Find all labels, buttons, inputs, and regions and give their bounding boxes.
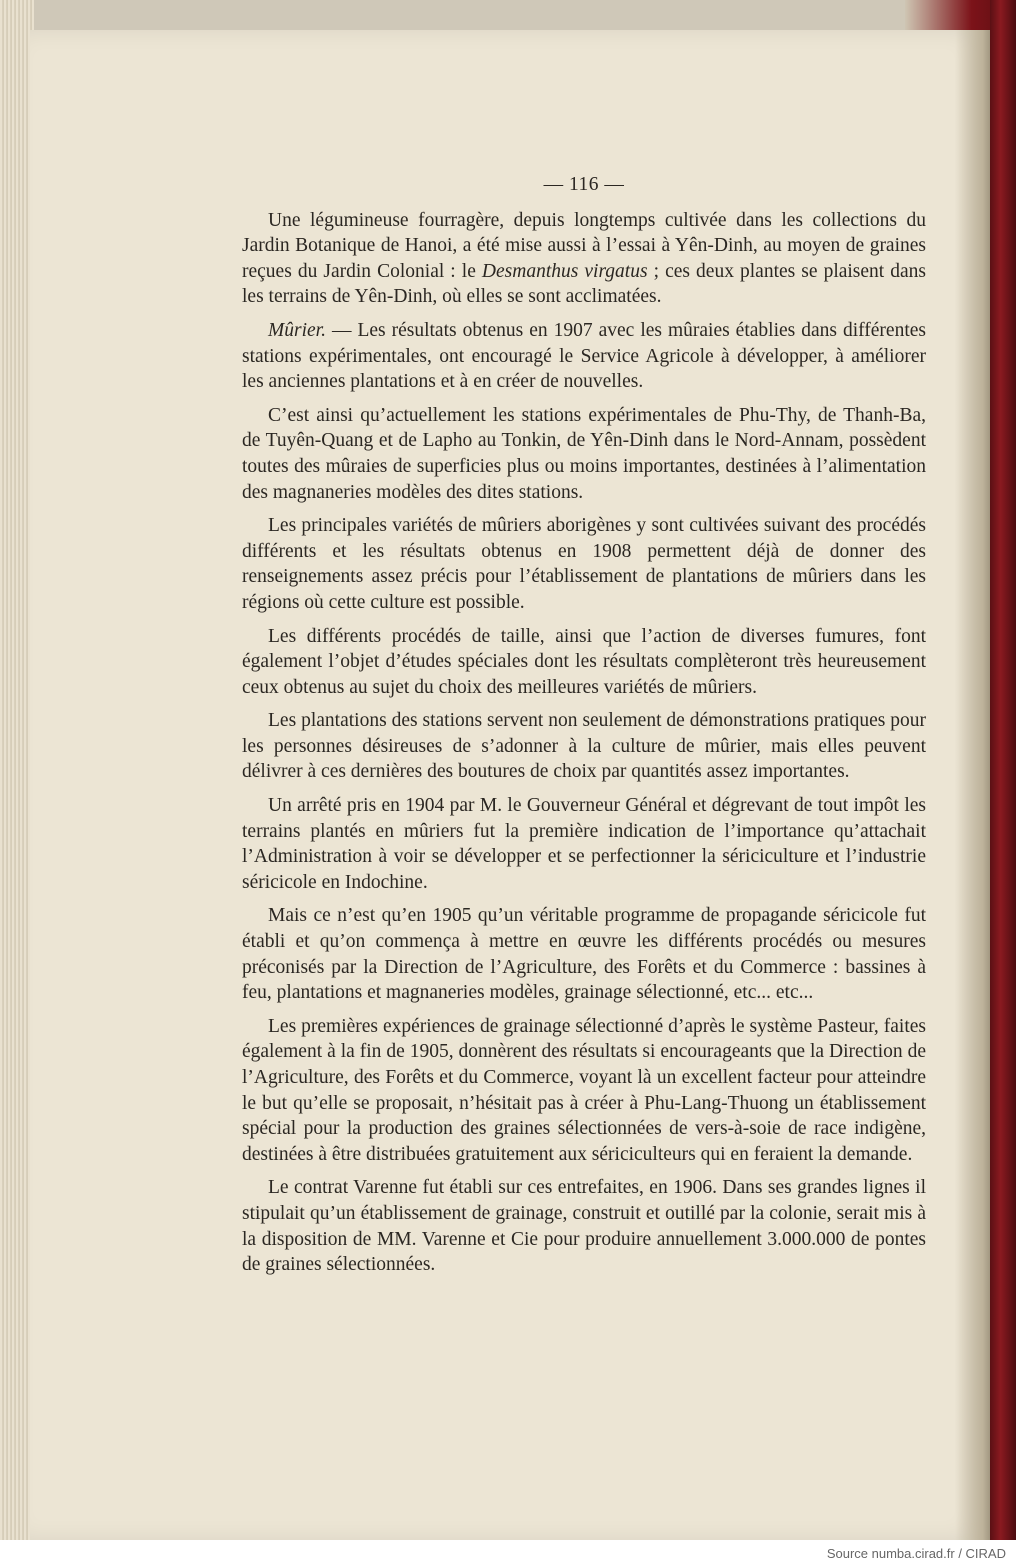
page-edges xyxy=(0,0,34,1540)
paragraph-text: Les principales variétés de mûriers aborigènes y sont cultivées suivant des procédés différents et les résultats obtenus en 1908 permettent déjà de donner des renseignements assez précis pour l’établissement de plantations de mûriers dans les régions où cette culture est possible. xyxy=(242,515,926,613)
paragraph xyxy=(242,1175,926,1277)
paragraph-text: Les premières expériences de grainage sélectionné d’après le système Pasteur, faites également à la fin de 1905, donnèrent des résultats si encourageants que la Direction de l’Agriculture, des Forêts et du Commerce, voyant là un excellent facteur pour atteindre le but qu’elle se proposait, n’hésitait pas à créer à Phu-Lang-Thuong un établissement spécial pour la production des graines sélectionnées de vers-à-soie de race indigène, destinées à être distribuées gratuitement aux sériciculteurs qui en feraient la demande. xyxy=(242,1015,926,1165)
book-spine xyxy=(990,0,1016,1540)
page-gutter-shadow xyxy=(955,0,995,1540)
paragraph xyxy=(242,793,926,895)
paragraph xyxy=(242,318,926,395)
paragraph xyxy=(242,403,926,505)
paragraph-text: C’est ainsi qu’actuellement les stations expérimentales de Phu-Thy, de Thanh-Ba, de Tuyên-Quang et de Lapho au Tonkin, de Yên-Dinh dans le Nord-Annam, possèdent toutes des mûraies de superficies plus ou moins importantes, destinées à l’alimentation des magnaneries modèles des dites stations. xyxy=(242,404,926,503)
paragraph-text: Les différents procédés de taille, ainsi que l’action de diverses fumures, font également l’objet d’études spéciales dont les résultats complèteront très heureusement ceux obtenus au sujet du choix des meilleures variétés de mûriers. xyxy=(242,625,926,698)
paragraph xyxy=(242,513,926,615)
paragraph xyxy=(242,708,926,785)
footer-bar xyxy=(0,1540,1016,1566)
page-number: — 116 — xyxy=(543,174,625,195)
paragraph xyxy=(242,1014,926,1168)
page-text xyxy=(242,172,926,1286)
paragraph-text: — Les résultats obtenus en 1907 avec les mûraies établies dans différentes stations expérimentales, ont encouragé le Service Agricole à développer, à améliorer les anciennes plantations et à en créer de nouvelles. xyxy=(242,319,926,393)
paragraph-text: Un arrêté pris en 1904 par M. le Gouverneur Général et dégrevant de tout impôt les terrains plantés en mûriers fut la première indication de l’importance qu’attachait l’Administration à voir se développer et se perfectionner la sériciculture et l’industrie séricicole en Indochine. xyxy=(242,795,926,893)
paragraph xyxy=(242,208,926,310)
paragraph-text: ; ces deux plantes se plaisent dans les terrains de Yên-Dinh, où elles se sont acclimatées. xyxy=(242,260,927,308)
paragraph-text: Une légumineuse fourragère, depuis longtemps cultivée dans les collections du Jardin Botanique de Hanoi, a été mise aussi à l’essai à Yên-Dinh, au moyen de graines reçues du Jardin Colonial : le xyxy=(242,209,926,282)
paragraph xyxy=(242,903,926,1005)
paragraph-text: Les plantations des stations servent non seulement de démonstrations pratiques pour les personnes désireuses de s’adonner à la culture de mûrier, mais elles peuvent délivrer à ces dernières des boutures de choix par quantités assez importantes. xyxy=(242,710,926,783)
paragraph xyxy=(242,624,926,701)
paragraph-text: Mais ce n’est qu’en 1905 qu’un véritable programme de propagande séricicole fut établi et qu’on commença à mettre en œuvre les différents procédés ou mesures préconisés par la Direction de l’Agriculture, des Forêts et du Commerce : bassines à feu, plantations et magnaneries modèles, grainage sélectionné, etc... etc... xyxy=(242,905,926,1004)
italic-text: Mûrier. xyxy=(268,319,326,341)
italic-text: Desmanthus virgatus xyxy=(481,260,648,282)
paragraph-text: Le contrat Varenne fut établi sur ces entrefaites, en 1906. Dans ses grandes lignes il stipulait qu’un établissement de grainage, construit et outillé par la colonie, serait mis à la disposition de MM. Varenne et Cie pour produire annuellement 3.000.000 de pontes de graines sélectionnées. xyxy=(242,1177,926,1276)
paragraph-list xyxy=(242,208,926,1278)
source-credit: Source numba.cirad.fr / CIRAD xyxy=(826,1546,1006,1561)
